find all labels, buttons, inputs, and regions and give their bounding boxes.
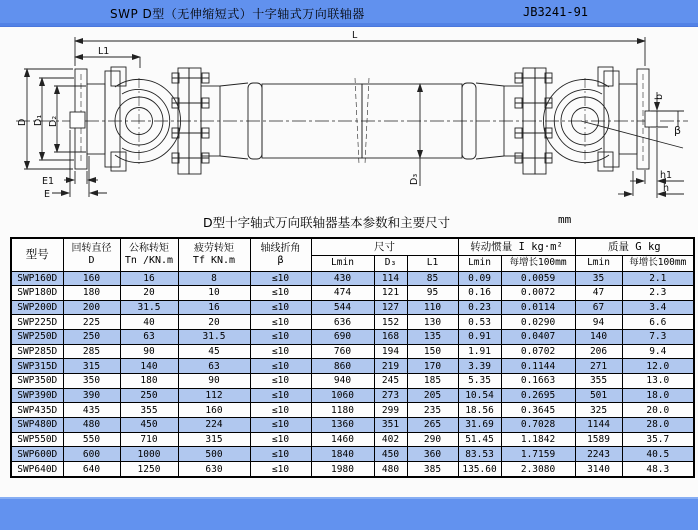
col-header-nominal-torque (120, 238, 178, 271)
value-cell: 0.1663 (501, 374, 575, 389)
value-cell: 31.5 (178, 330, 250, 345)
value-cell: 31.69 (458, 418, 501, 433)
value-cell: 710 (120, 432, 178, 447)
col-header-fatigue-torque (178, 238, 250, 271)
table-row (11, 403, 694, 418)
model-cell: SWP600D (11, 447, 63, 462)
value-cell: 28.0 (622, 418, 694, 433)
value-cell: 760 (311, 344, 374, 359)
value-cell: 450 (120, 418, 178, 433)
value-cell: 180 (120, 374, 178, 389)
model-cell: SWP435D (11, 403, 63, 418)
dim-label-h: h (663, 183, 670, 194)
value-cell: 3.39 (458, 359, 501, 374)
value-cell: 110 (407, 300, 458, 315)
value-cell: 0.0072 (501, 286, 575, 301)
model-cell: SWP200D (11, 300, 63, 315)
dim-label-beta: β (674, 124, 682, 137)
value-cell: 3.4 (622, 300, 694, 315)
value-cell: 168 (374, 330, 407, 345)
value-cell: 271 (575, 359, 622, 374)
value-cell: 1250 (120, 462, 178, 477)
value-cell: 47 (575, 286, 622, 301)
model-cell: SWP250D (11, 330, 63, 345)
col-header-symbol: Tf KN.m (192, 254, 236, 266)
value-cell: ≤10 (250, 432, 311, 447)
dim-label-L1: L1 (98, 46, 110, 57)
value-cell: 235 (407, 403, 458, 418)
value-cell: 480 (374, 462, 407, 477)
col-header-rotation-diameter (63, 238, 120, 271)
value-cell: 31.5 (120, 300, 178, 315)
value-cell: 20 (178, 315, 250, 330)
col-header-symbol: Tn /KN.m (124, 254, 174, 266)
value-cell: 63 (178, 359, 250, 374)
table-row (11, 388, 694, 403)
value-cell: 18.0 (622, 388, 694, 403)
table-row (11, 330, 694, 345)
value-cell: 140 (575, 330, 622, 345)
col-header-text: 轴线折角 (260, 243, 301, 255)
subcol-l1: L1 (407, 255, 458, 271)
model-cell: SWP315D (11, 359, 63, 374)
model-cell: SWP480D (11, 418, 63, 433)
value-cell: 474 (311, 286, 374, 301)
value-cell: 224 (178, 418, 250, 433)
value-cell: 7.3 (622, 330, 694, 345)
value-cell: 0.23 (458, 300, 501, 315)
value-cell: ≤10 (250, 403, 311, 418)
value-cell: 160 (63, 271, 120, 286)
value-cell: 1840 (311, 447, 374, 462)
value-cell: ≤10 (250, 344, 311, 359)
value-cell: 245 (374, 374, 407, 389)
value-cell: ≤10 (250, 374, 311, 389)
value-cell: 194 (374, 344, 407, 359)
value-cell: ≤10 (250, 462, 311, 477)
value-cell: 450 (374, 447, 407, 462)
value-cell: 1980 (311, 462, 374, 477)
value-cell: 150 (407, 344, 458, 359)
model-cell: SWP350D (11, 374, 63, 389)
value-cell: 112 (178, 388, 250, 403)
value-cell: ≤10 (250, 271, 311, 286)
value-cell: 20 (120, 286, 178, 301)
value-cell: 180 (63, 286, 120, 301)
model-cell: SWP640D (11, 462, 63, 477)
value-cell: 500 (178, 447, 250, 462)
value-cell: 135.60 (458, 462, 501, 477)
value-cell: 636 (311, 315, 374, 330)
value-cell: 299 (374, 403, 407, 418)
group-header-dimensions: 尺寸 (311, 238, 458, 255)
value-cell: ≤10 (250, 315, 311, 330)
value-cell: 350 (63, 374, 120, 389)
col-header-symbol: D (88, 254, 95, 266)
table-body (11, 271, 694, 477)
value-cell: 2.3 (622, 286, 694, 301)
model-cell: SWP285D (11, 344, 63, 359)
value-cell: 170 (407, 359, 458, 374)
value-cell: 860 (311, 359, 374, 374)
value-cell: 90 (178, 374, 250, 389)
subcol-inertia-lmin: Lmin (458, 255, 501, 271)
value-cell: 0.0059 (501, 271, 575, 286)
value-cell: 2.3080 (501, 462, 575, 477)
value-cell: 430 (311, 271, 374, 286)
value-cell: 114 (374, 271, 407, 286)
value-cell: 152 (374, 315, 407, 330)
value-cell: 355 (120, 403, 178, 418)
value-cell: 90 (120, 344, 178, 359)
value-cell: 225 (63, 315, 120, 330)
dim-label-D1: D₁ (33, 114, 44, 126)
model-cell: SWP160D (11, 271, 63, 286)
value-cell: 1060 (311, 388, 374, 403)
value-cell: 0.3645 (501, 403, 575, 418)
value-cell: 0.53 (458, 315, 501, 330)
value-cell: 205 (407, 388, 458, 403)
value-cell: 35 (575, 271, 622, 286)
col-header-model: 型号 (11, 238, 63, 271)
table-row (11, 418, 694, 433)
value-cell: 0.0114 (501, 300, 575, 315)
value-cell: 0.09 (458, 271, 501, 286)
value-cell: 2.1 (622, 271, 694, 286)
right-joint-assembly (362, 67, 649, 174)
value-cell: 40 (120, 315, 178, 330)
table-row (11, 300, 694, 315)
value-cell: 45 (178, 344, 250, 359)
table-row (11, 344, 694, 359)
value-cell: 315 (63, 359, 120, 374)
value-cell: 16 (120, 271, 178, 286)
value-cell: 16 (178, 300, 250, 315)
table-row (11, 359, 694, 374)
value-cell: 63 (120, 330, 178, 345)
value-cell: 0.16 (458, 286, 501, 301)
standard-number: JB3241-91 (523, 5, 589, 19)
value-cell: ≤10 (250, 359, 311, 374)
title-bar (0, 0, 698, 27)
value-cell: 10 (178, 286, 250, 301)
value-cell: 20.0 (622, 403, 694, 418)
value-cell: 390 (63, 388, 120, 403)
col-header-text: 疲劳转矩 (194, 243, 234, 255)
dim-label-E: E (44, 189, 51, 200)
col-header-text: 公称转矩 (129, 243, 169, 255)
value-cell: 10.54 (458, 388, 501, 403)
value-cell: 3140 (575, 462, 622, 477)
group-header-mass: 质量 G kg (575, 238, 694, 255)
value-cell: 290 (407, 432, 458, 447)
value-cell: ≤10 (250, 286, 311, 301)
value-cell: ≤10 (250, 447, 311, 462)
value-cell: 0.2695 (501, 388, 575, 403)
table-row (11, 315, 694, 330)
value-cell: ≤10 (250, 388, 311, 403)
subcol-inertia-per100mm: 每增长100mm (501, 255, 575, 271)
table-row (11, 374, 694, 389)
value-cell: 0.91 (458, 330, 501, 345)
table-row (11, 432, 694, 447)
subcol-d3: D₃ (374, 255, 407, 271)
parameters-table (10, 237, 695, 478)
value-cell: 51.45 (458, 432, 501, 447)
value-cell: 1460 (311, 432, 374, 447)
value-cell: 1180 (311, 403, 374, 418)
value-cell: 325 (575, 403, 622, 418)
value-cell: 1144 (575, 418, 622, 433)
beta-angle-line (581, 121, 683, 148)
value-cell: 12.0 (622, 359, 694, 374)
model-cell: SWP180D (11, 286, 63, 301)
value-cell: 135 (407, 330, 458, 345)
value-cell: 640 (63, 462, 120, 477)
value-cell: 480 (63, 418, 120, 433)
col-header-symbol: β (277, 254, 284, 266)
col-header-text: 回转直径 (71, 243, 112, 255)
value-cell: 1.91 (458, 344, 501, 359)
right-stub (645, 111, 657, 127)
value-cell: ≤10 (250, 418, 311, 433)
value-cell: 13.0 (622, 374, 694, 389)
table-caption: D型十字轴式万向联轴器基本参数和主要尺寸 (203, 215, 451, 230)
value-cell: 1.1842 (501, 432, 575, 447)
value-cell: 206 (575, 344, 622, 359)
value-cell: 360 (407, 447, 458, 462)
value-cell: 600 (63, 447, 120, 462)
dim-label-D3: D₃ (409, 173, 420, 185)
value-cell: 6.6 (622, 315, 694, 330)
value-cell: 630 (178, 462, 250, 477)
value-cell: 85 (407, 271, 458, 286)
value-cell: 185 (407, 374, 458, 389)
value-cell: 435 (63, 403, 120, 418)
window-title: SWP D型（无伸缩短式）十字轴式万向联轴器 (110, 7, 365, 21)
value-cell: 94 (575, 315, 622, 330)
value-cell: 544 (311, 300, 374, 315)
table-row (11, 462, 694, 477)
value-cell: 550 (63, 432, 120, 447)
subcol-lmin: Lmin (311, 255, 374, 271)
value-cell: 1360 (311, 418, 374, 433)
table-row (11, 447, 694, 462)
value-cell: 285 (63, 344, 120, 359)
subcol-mass-per100mm: 每增长100mm (622, 255, 694, 271)
value-cell: 67 (575, 300, 622, 315)
value-cell: 1000 (120, 447, 178, 462)
value-cell: 351 (374, 418, 407, 433)
dim-label-D2: D₂ (48, 115, 59, 127)
value-cell: 140 (120, 359, 178, 374)
subcol-mass-lmin: Lmin (575, 255, 622, 271)
value-cell: 48.3 (622, 462, 694, 477)
unit-label: mm (558, 213, 572, 226)
value-cell: 18.56 (458, 403, 501, 418)
model-cell: SWP550D (11, 432, 63, 447)
dim-label-h1: h1 (660, 170, 673, 181)
col-header-axis-angle (250, 238, 311, 271)
value-cell: 8 (178, 271, 250, 286)
value-cell: 35.7 (622, 432, 694, 447)
left-joint-assembly (75, 67, 362, 174)
value-cell: 940 (311, 374, 374, 389)
value-cell: 83.53 (458, 447, 501, 462)
value-cell: 95 (407, 286, 458, 301)
value-cell: 219 (374, 359, 407, 374)
footer-bar (0, 497, 698, 530)
value-cell: 130 (407, 315, 458, 330)
value-cell: 127 (374, 300, 407, 315)
value-cell: 1589 (575, 432, 622, 447)
dim-label-L: L (352, 30, 358, 41)
value-cell: 402 (374, 432, 407, 447)
dim-label-D: D (17, 118, 28, 126)
value-cell: 0.7028 (501, 418, 575, 433)
value-cell: 250 (63, 330, 120, 345)
value-cell: 0.0702 (501, 344, 575, 359)
left-flange-boss (70, 112, 85, 128)
value-cell: ≤10 (250, 300, 311, 315)
value-cell: 121 (374, 286, 407, 301)
value-cell: ≤10 (250, 330, 311, 345)
value-cell: 200 (63, 300, 120, 315)
value-cell: 273 (374, 388, 407, 403)
value-cell: 0.0407 (501, 330, 575, 345)
table-row (11, 286, 694, 301)
value-cell: 9.4 (622, 344, 694, 359)
value-cell: 250 (120, 388, 178, 403)
value-cell: 355 (575, 374, 622, 389)
group-header-inertia: 转动惯量 I kg·m² (458, 238, 575, 255)
dim-label-b: b (654, 93, 665, 100)
value-cell: 160 (178, 403, 250, 418)
coupling-technical-drawing (0, 26, 698, 213)
value-cell: 1.7159 (501, 447, 575, 462)
table-row (11, 271, 694, 286)
value-cell: 5.35 (458, 374, 501, 389)
value-cell: 0.1144 (501, 359, 575, 374)
dim-label-E1: E1 (42, 176, 55, 187)
value-cell: 501 (575, 388, 622, 403)
model-cell: SWP390D (11, 388, 63, 403)
value-cell: 40.5 (622, 447, 694, 462)
value-cell: 2243 (575, 447, 622, 462)
value-cell: 265 (407, 418, 458, 433)
value-cell: 690 (311, 330, 374, 345)
value-cell: 385 (407, 462, 458, 477)
model-cell: SWP225D (11, 315, 63, 330)
value-cell: 315 (178, 432, 250, 447)
value-cell: 0.0290 (501, 315, 575, 330)
